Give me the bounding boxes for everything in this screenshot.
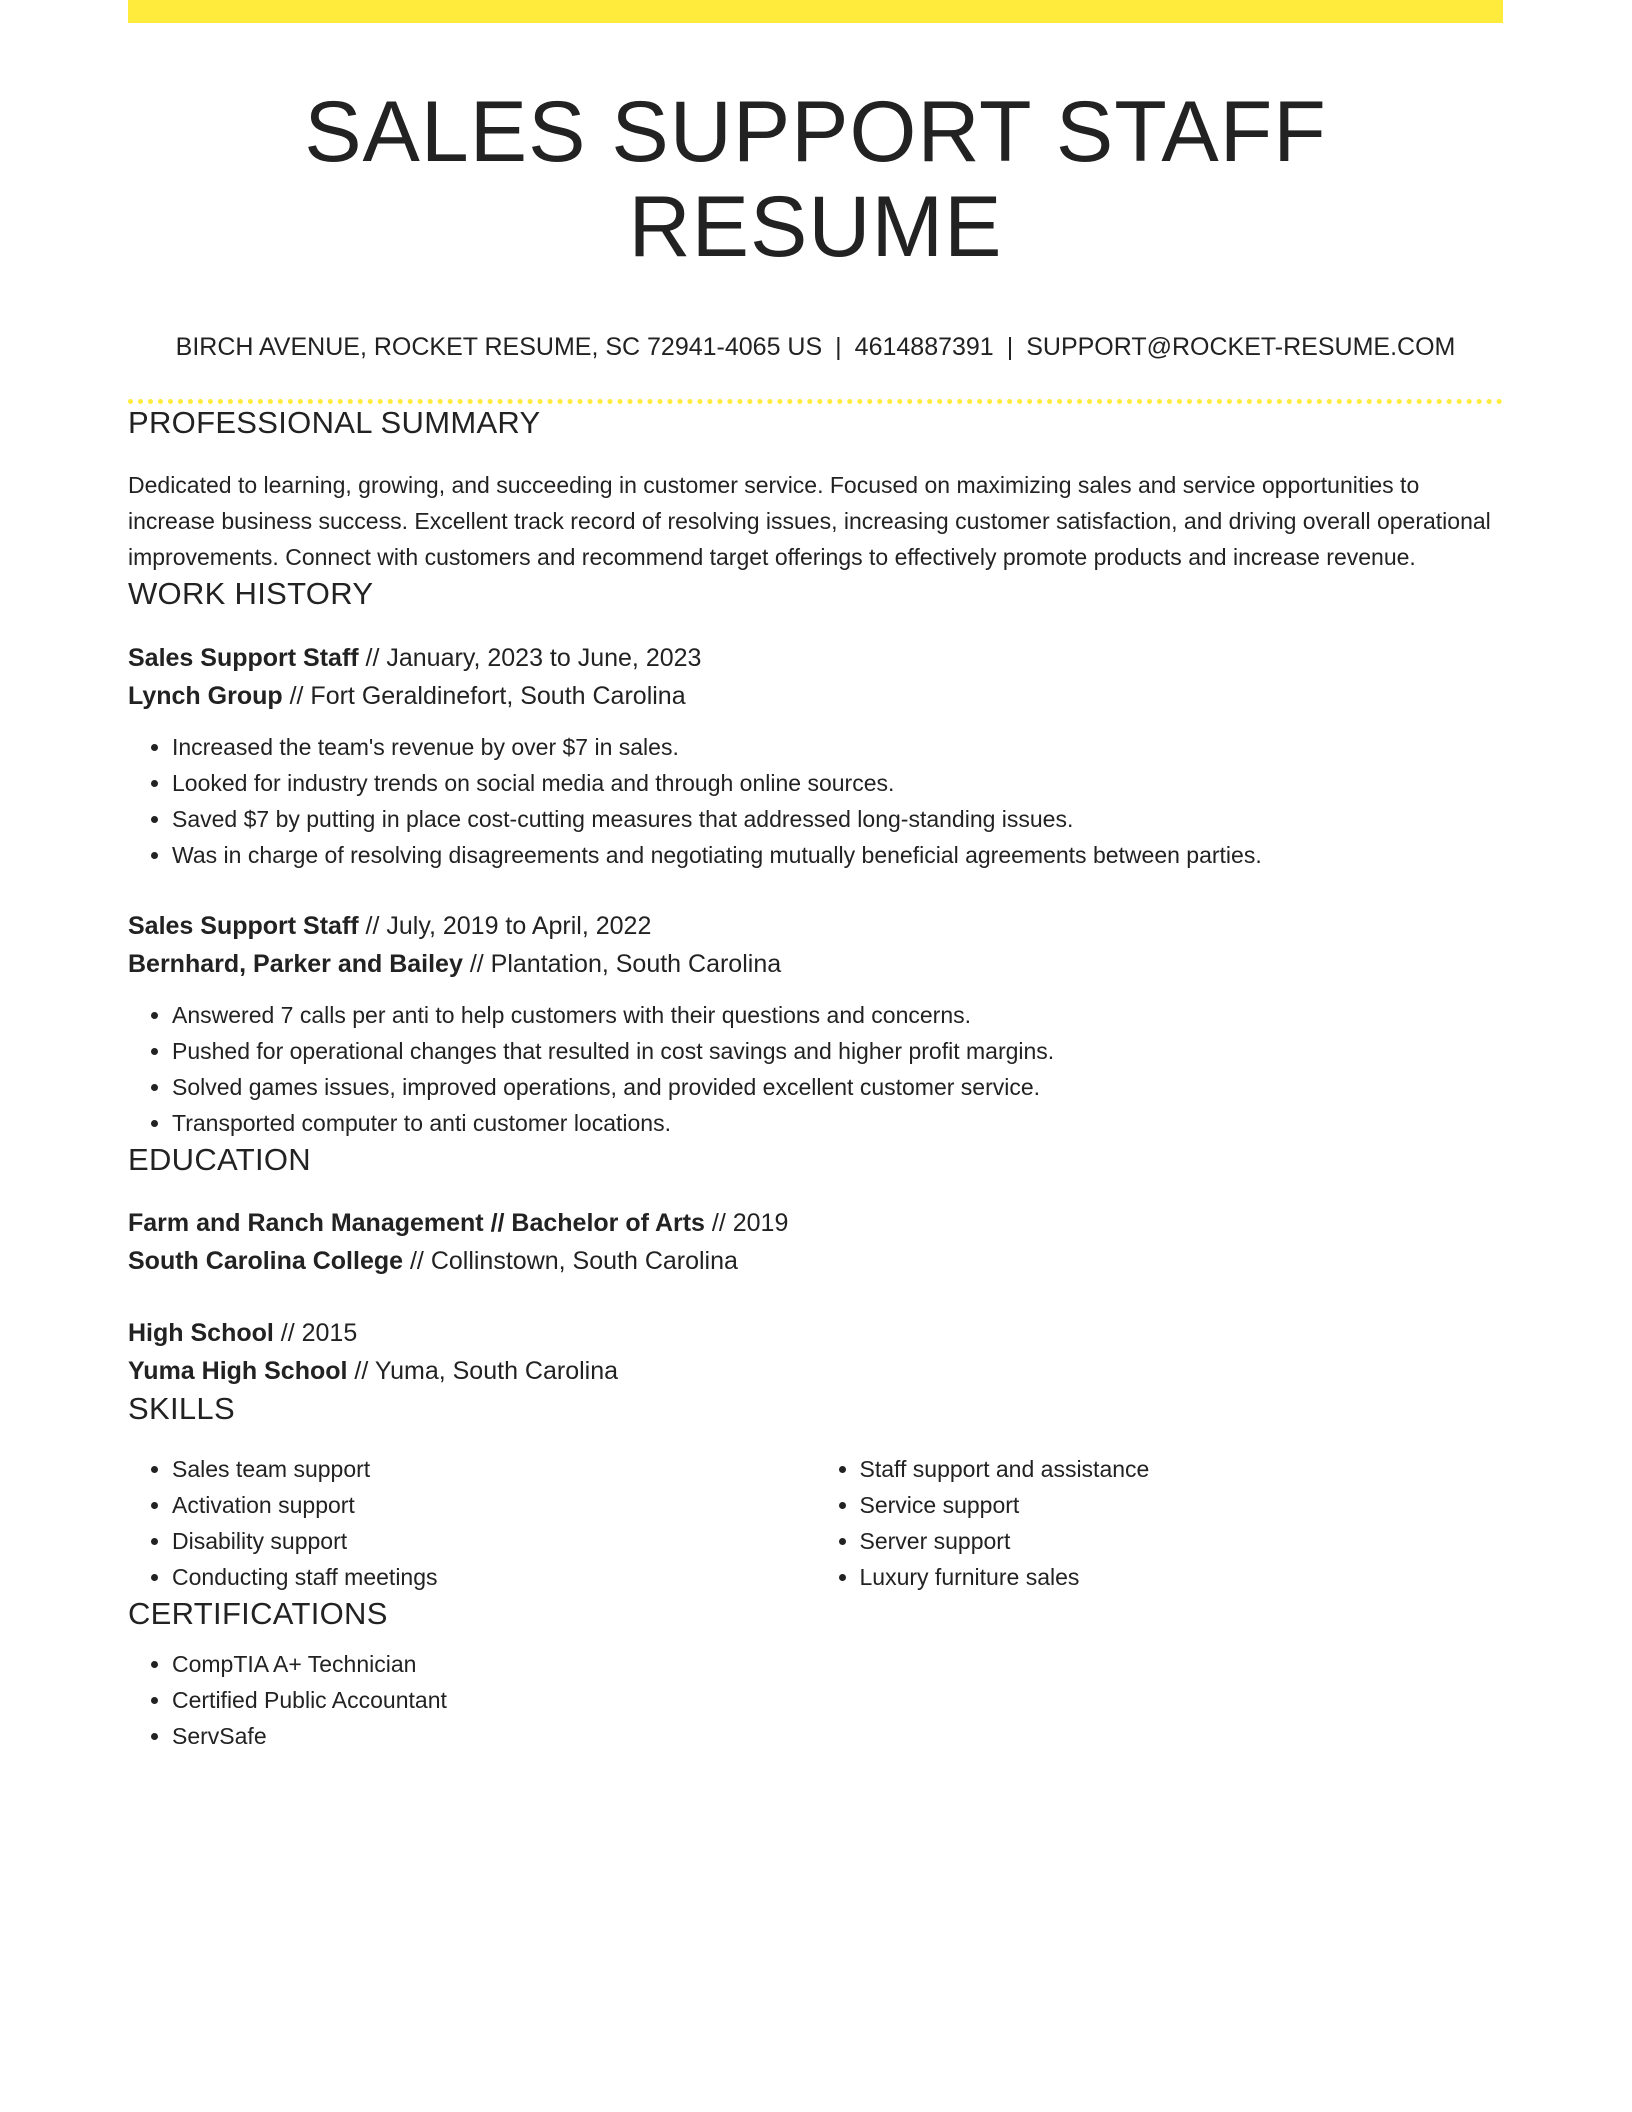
job-bullet: • Increased the team's revenue by over $7 in sales. xyxy=(172,729,1503,765)
skills-list-right xyxy=(816,1451,1504,1595)
contact-address: BIRCH AVENUE, ROCKET RESUME, SC 72941-4065 US xyxy=(175,333,823,362)
contact-separator: | xyxy=(1006,333,1014,362)
education-school: South Carolina College xyxy=(128,1246,404,1275)
summary-text: Dedicated to learning, growing, and succeeding in customer service. Focused on maximizing sales and service opportunities to increase business success. Excellent track record of resolving issues, increasing customer satisfaction, and driving overall operational improvements. Connect with customers and recommend target offerings to effectively promote products and increase revenue. xyxy=(128,472,1491,571)
certification-item: • CompTIA A+ Technician xyxy=(172,1646,1503,1682)
certifications-list xyxy=(128,1646,1503,1754)
job-bullets xyxy=(128,729,1503,873)
education-location: // Collinstown, South Carolina xyxy=(403,1246,738,1275)
skills-heading: SKILLS xyxy=(128,1390,235,1426)
job-bullets xyxy=(128,997,1503,1141)
skill-item: • Sales team support xyxy=(172,1451,816,1487)
education-degree-line xyxy=(128,1314,1503,1352)
skill-item: • Server support xyxy=(860,1523,1504,1559)
education-degree: Farm and Ranch Management // Bachelor of Arts xyxy=(128,1208,705,1237)
job-company: Bernhard, Parker and Bailey xyxy=(128,949,463,978)
education-year: // 2019 xyxy=(704,1208,789,1237)
education-degree: High School xyxy=(128,1318,274,1347)
job-company-line xyxy=(128,945,1503,983)
skill-item: • Conducting staff meetings xyxy=(172,1559,816,1595)
job-title-line xyxy=(128,907,1503,945)
certification-item: • ServSafe xyxy=(172,1718,1503,1754)
certification-item: • Certified Public Accountant xyxy=(172,1682,1503,1718)
skill-item: • Luxury furniture sales xyxy=(860,1559,1504,1595)
job-bullet: • Pushed for operational changes that resulted in cost savings and higher profit margins. xyxy=(172,1033,1503,1069)
education-degree-line xyxy=(128,1204,1503,1242)
resume-page xyxy=(128,0,1503,1754)
job-bullet: • Saved $7 by putting in place cost-cutting measures that addressed long-standing issues. xyxy=(172,801,1503,837)
job-title: Sales Support Staff xyxy=(128,643,359,672)
job-bullet: • Answered 7 calls per anti to help customers with their questions and concerns. xyxy=(172,997,1503,1033)
skill-item: • Staff support and assistance xyxy=(860,1451,1504,1487)
job-location: // Fort Geraldinefort, South Carolina xyxy=(282,681,686,710)
summary-heading: PROFESSIONAL SUMMARY xyxy=(128,405,541,441)
education-school-line xyxy=(128,1352,1503,1390)
job-dates: // July, 2019 to April, 2022 xyxy=(358,911,652,940)
accent-top-bar xyxy=(128,0,1503,23)
education-year: // 2015 xyxy=(273,1318,358,1347)
job-title-line xyxy=(128,639,1503,677)
job-title: Sales Support Staff xyxy=(128,911,359,940)
education-heading: EDUCATION xyxy=(128,1141,311,1177)
skills-columns xyxy=(128,1451,1503,1595)
resume-title: SALES SUPPORT STAFF RESUME xyxy=(304,84,1327,275)
contact-email: SUPPORT@ROCKET-RESUME.COM xyxy=(1026,333,1456,362)
work-history-heading: WORK HISTORY xyxy=(128,576,374,612)
contact-phone: 4614887391 xyxy=(854,333,994,362)
skill-item: • Disability support xyxy=(172,1523,816,1559)
contact-line xyxy=(128,332,1503,362)
skills-list-left xyxy=(128,1451,816,1595)
skill-item: • Service support xyxy=(860,1487,1504,1523)
job-location: // Plantation, South Carolina xyxy=(462,949,782,978)
job-bullet: • Transported computer to anti customer locations. xyxy=(172,1105,1503,1141)
education-school-line xyxy=(128,1242,1503,1280)
education-location: // Yuma, South Carolina xyxy=(347,1356,619,1385)
skill-item: • Activation support xyxy=(172,1487,816,1523)
job-bullet: • Was in charge of resolving disagreements and negotiating mutually beneficial agreements between parties. xyxy=(172,837,1503,873)
job-bullet: • Solved games issues, improved operations, and provided excellent customer service. xyxy=(172,1069,1503,1105)
job-company: Lynch Group xyxy=(128,681,283,710)
job-company-line xyxy=(128,677,1503,715)
contact-separator: | xyxy=(835,333,842,362)
certifications-heading: CERTIFICATIONS xyxy=(128,1595,388,1631)
education-school: Yuma High School xyxy=(128,1356,348,1385)
job-dates: // January, 2023 to June, 2023 xyxy=(358,643,702,672)
job-bullet: • Looked for industry trends on social media and through online sources. xyxy=(172,765,1503,801)
